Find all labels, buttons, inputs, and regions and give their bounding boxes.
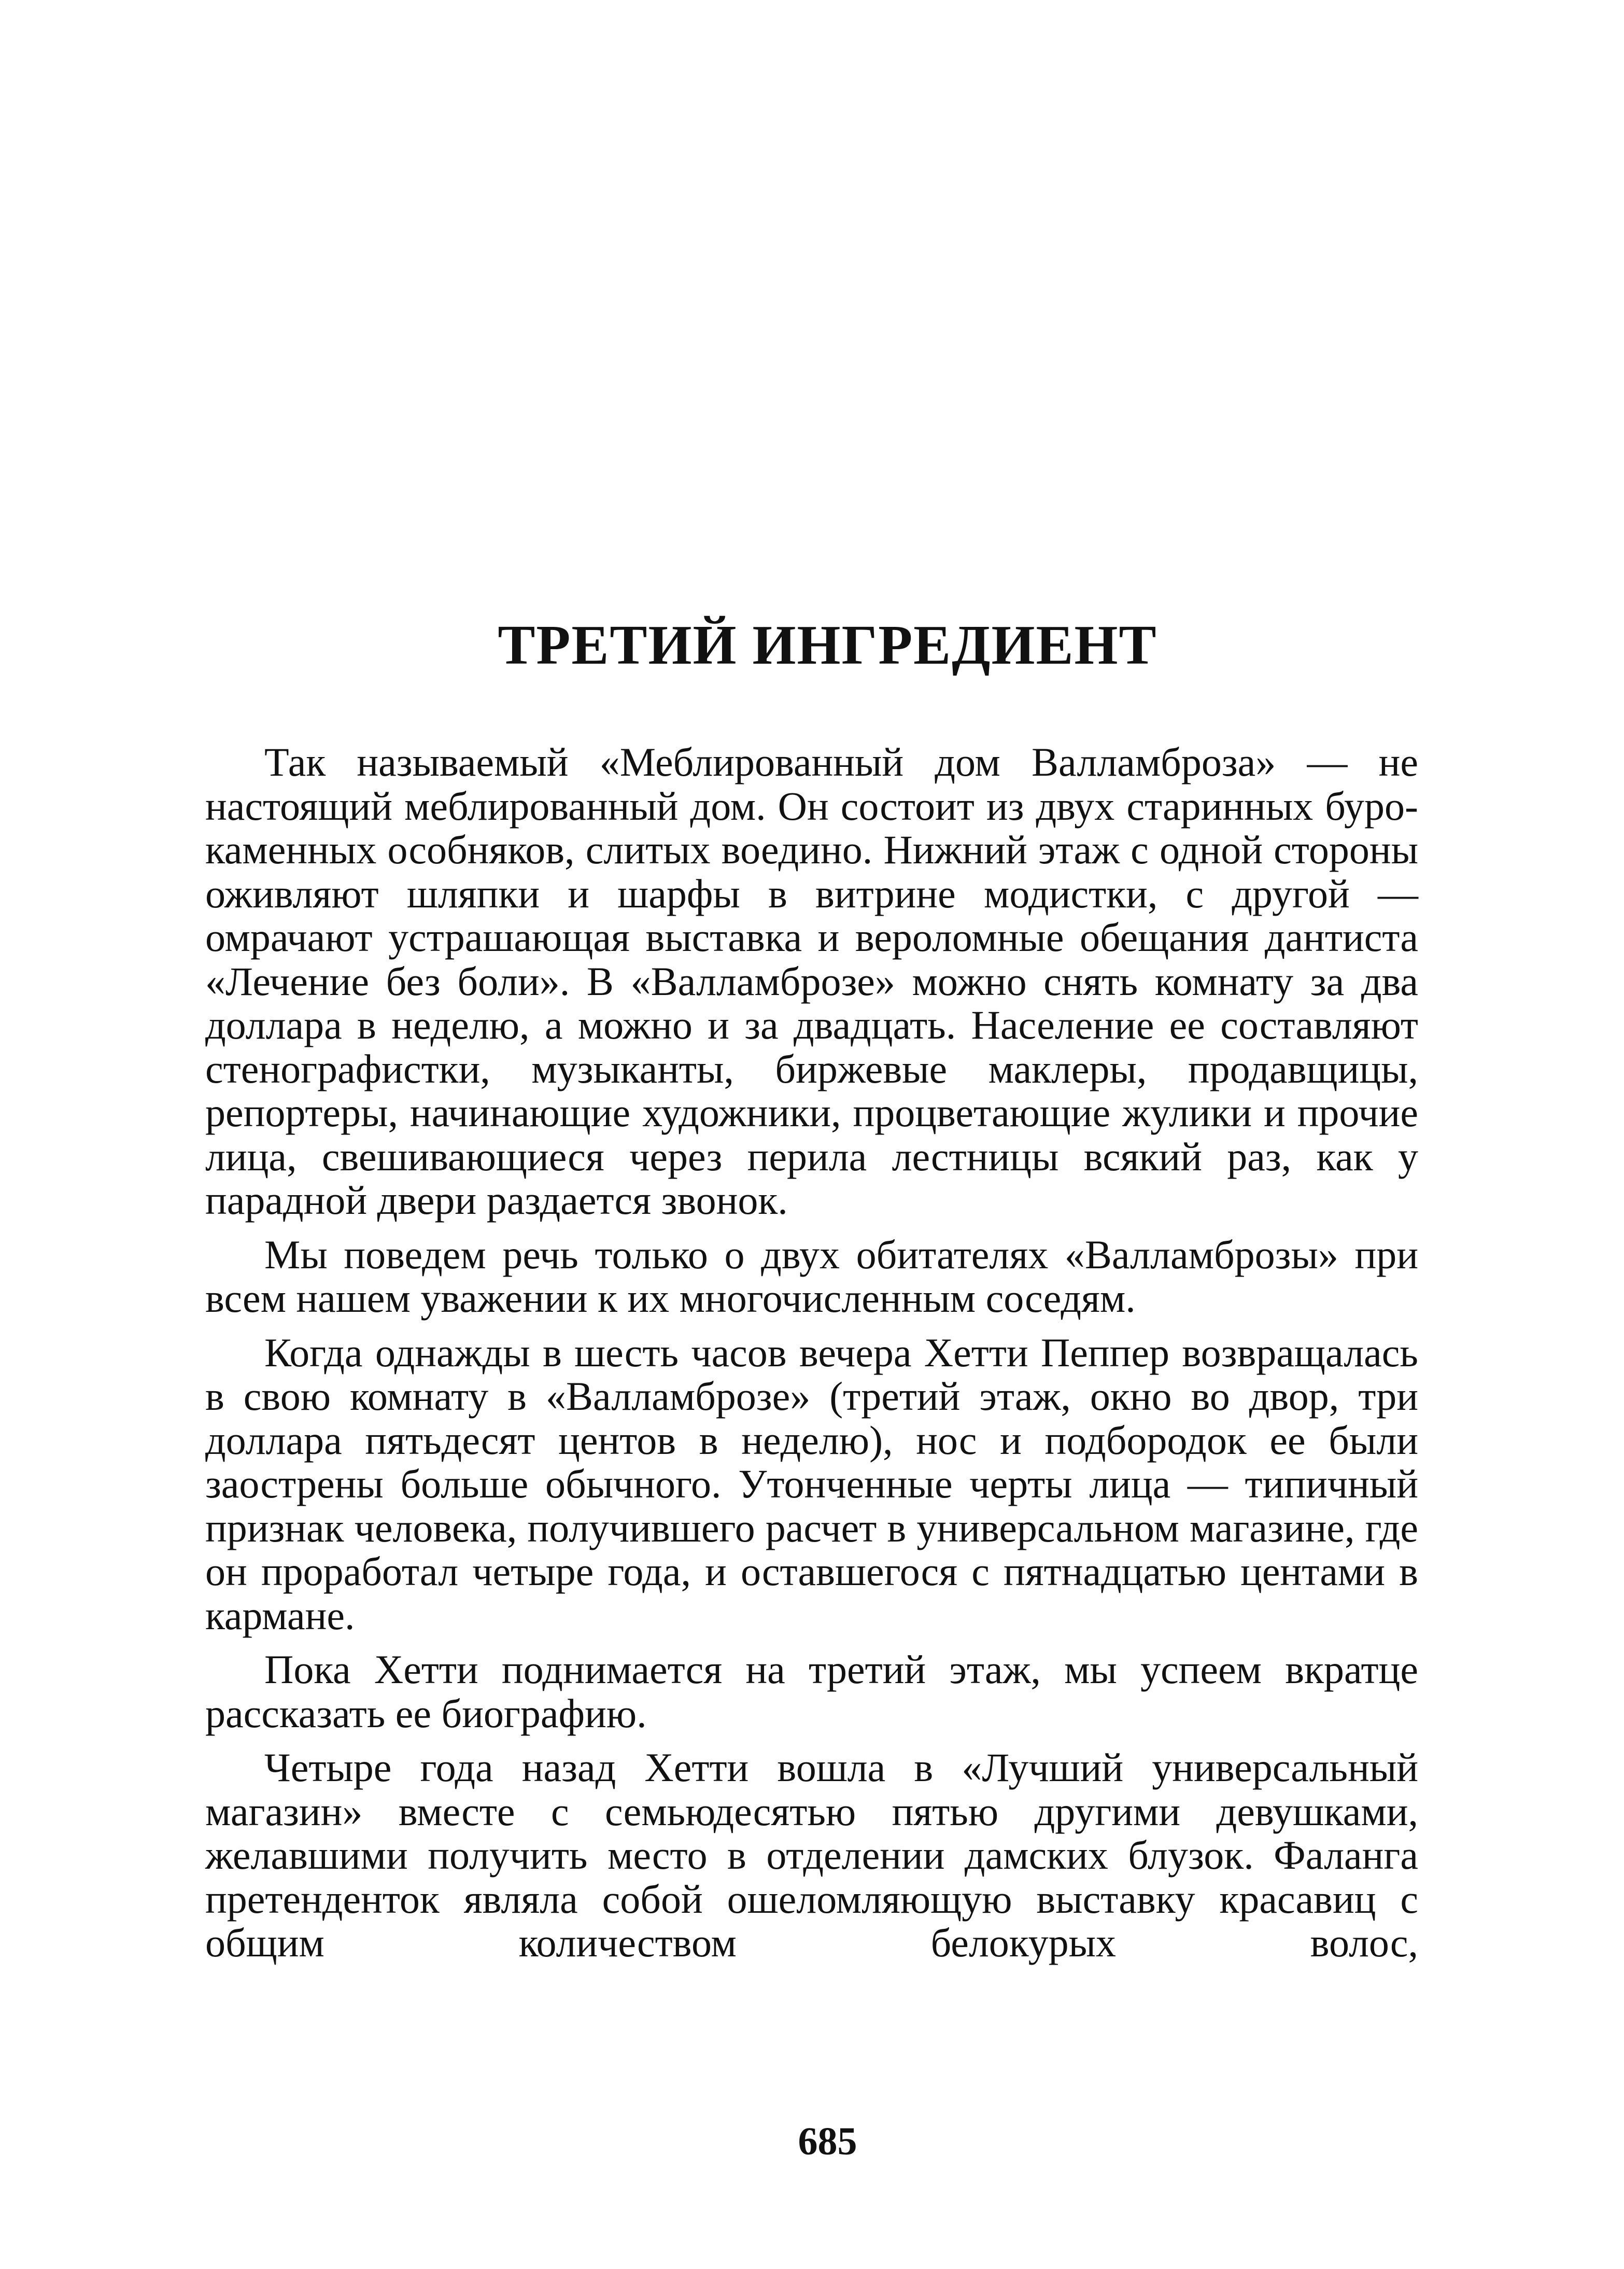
paragraph: Мы поведем речь только о двух обитателях «Валламброзы» при всем нашем уважении к их многочисленным соседям. — [205, 1231, 1418, 1321]
chapter-title: ТРЕТИЙ ИНГРЕДИЕНТ — [498, 614, 1157, 676]
paragraph: Так называемый «Меблированный дом Валламброза» — не настоящий меблированный дом. Он состоит из двух старинных буро-каменных особняков, слитых воедино. Нижний этаж с одной стороны оживляют шляпки и шарфы в витрине модистки, с другой — омрачают устрашающая выставка и вероломные обещания дантиста «Лечение без боли». В «Валламброзе» можно снять комнату за два доллара в неделю, а можно и за двадцать. Население ее составляют стенографистки, музыканты, биржевые маклеры, продавщицы, репортеры, начинающие художники, процветающие жулики и прочие лица, свешивающиеся через перила лестницы всякий раз, как у парадной двери раздается звонок. — [205, 739, 1418, 1223]
body-text — [205, 740, 1418, 1965]
paragraph: Четыре года назад Хетти вошла в «Лучший универсальный магазин» вместе с семьюдесятью пятью другими девушками, желавшими получить место в отделении дамских блузок. Фаланга претенденток являла собой ошеломляющую выставку красавиц с общим количеством белокурых волос, — [205, 1745, 1418, 1965]
paragraph: Пока Хетти поднимается на третий этаж, мы успеем вкратце рассказать ее биографию. — [205, 1647, 1418, 1736]
page-number: 685 — [798, 2120, 857, 2163]
paragraph: Когда однажды в шесть часов вечера Хетти Пеппер возвращалась в свою комнату в «Валламброзе» (третий этаж, окно во двор, три доллара пятьдесят центов в неделю), нос и подбородок ее были заострены больше обычного. Утонченные черты лица — типичный признак человека, получившего расчет в универсальном магазине, где он проработал четыре года, и оставшегося с пятнадцатью центами в кармане. — [205, 1329, 1418, 1638]
